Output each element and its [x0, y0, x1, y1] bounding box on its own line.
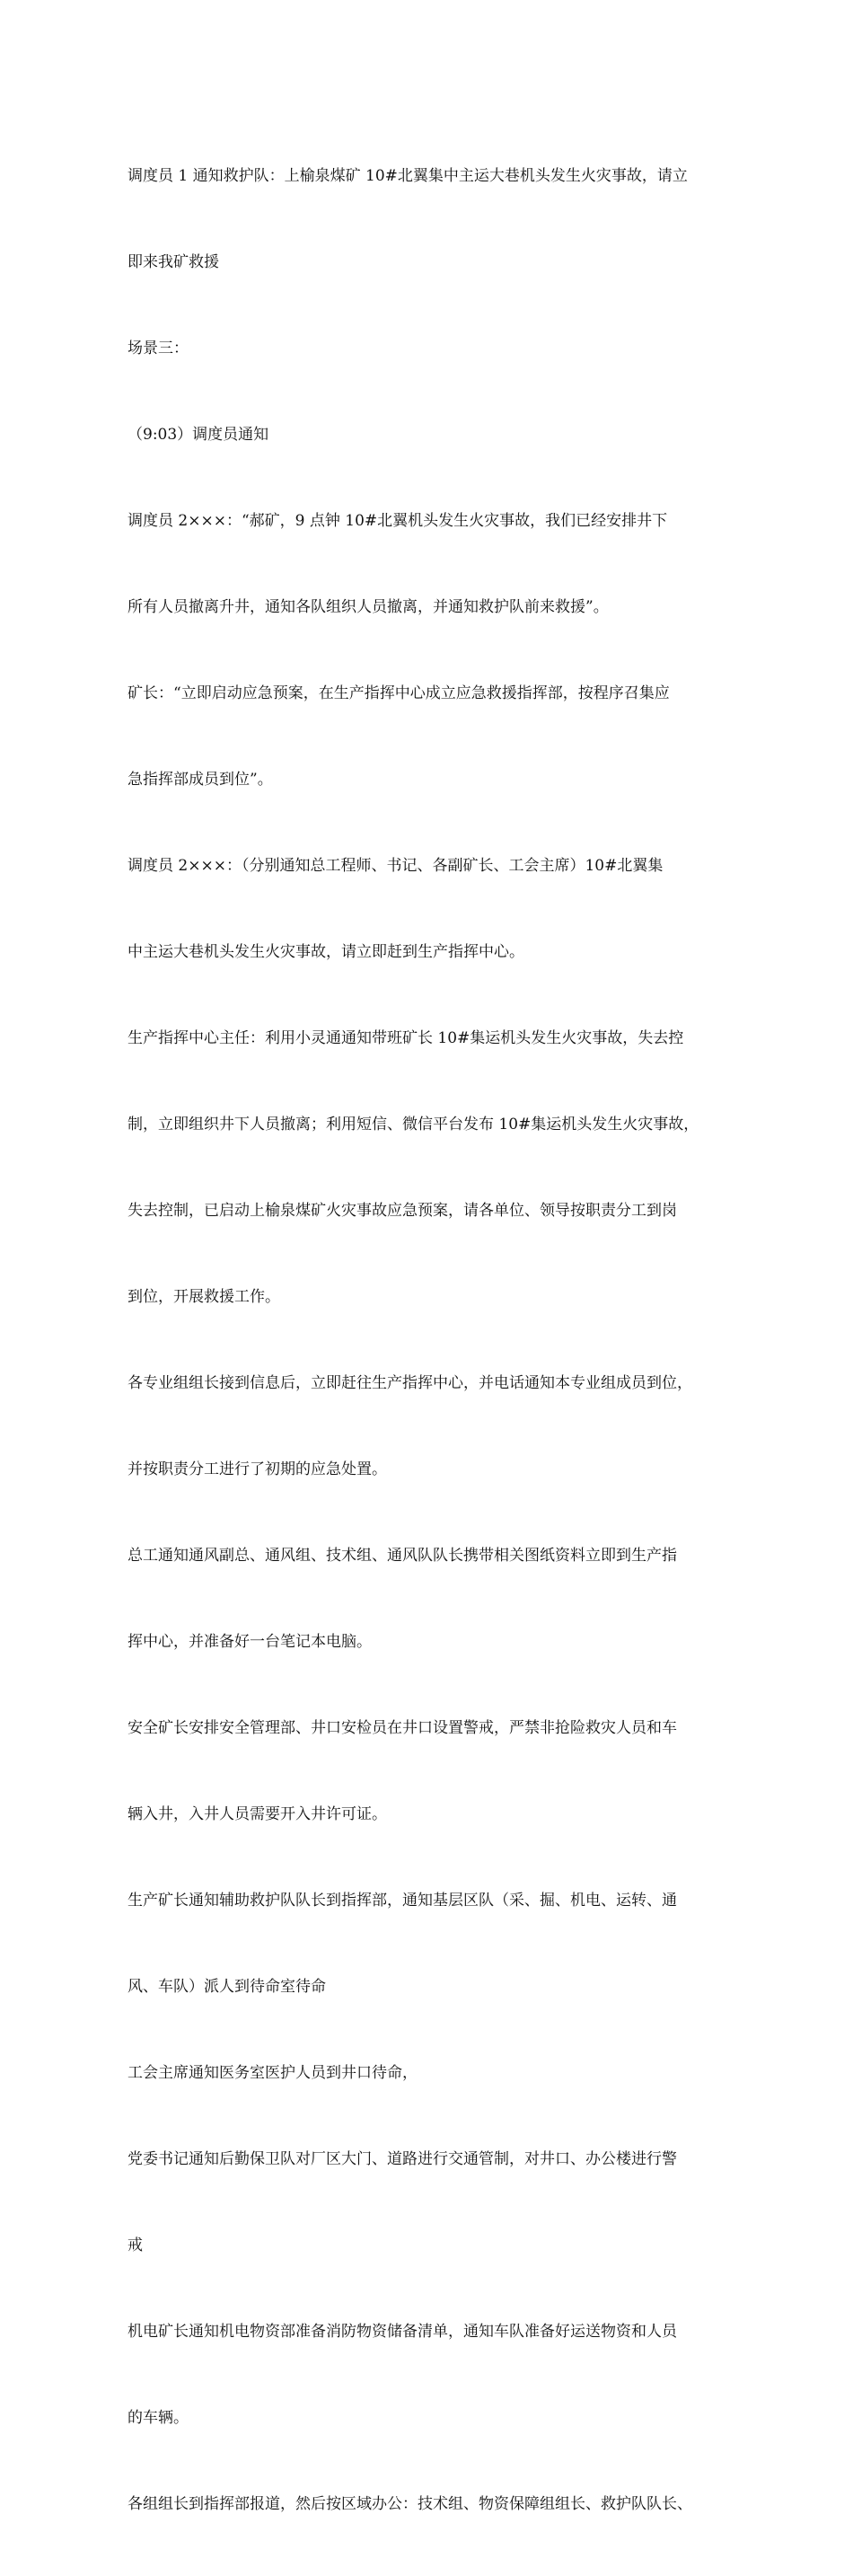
time-heading: （9:03）调度员通知 — [128, 426, 269, 444]
text-line: 总工通知通风副总、通风组、技术组、通风队队长携带相关图纸资料立即到生产指 — [128, 1547, 677, 1565]
document-page — [128, 104, 738, 2576]
text-line: 各专业组组长接到信息后，立即赶往生产指挥中心，并电话通知本专业组成员到位， — [128, 1374, 692, 1392]
text-line: 安全矿长安排安全管理部、井口安检员在井口设置警戒，严禁非抢险救灾人员和车 — [128, 1719, 677, 1737]
text-line: 制，立即组织井下人员撤离；利用短信、微信平台发布 10#集运机头发生火灾事故， — [128, 1116, 699, 1134]
text-line: 机电矿长通知机电物资部准备消防物资储备清单，通知车队准备好运送物资和人员 — [128, 2323, 677, 2341]
text-line: 戒 — [128, 2236, 143, 2254]
text-line: 党委书记通知后勤保卫队对厂区大门、道路进行交通管制，对井口、办公楼进行警 — [128, 2150, 677, 2168]
text-line: 工会主席通知医务室医护人员到井口待命， — [128, 2064, 418, 2082]
text-line: 矿长：“立即启动应急预案，在生产指挥中心成立应急救援指挥部，按程序召集应 — [128, 684, 670, 702]
text-line: 挥中心，并准备好一台笔记本电脑。 — [128, 1633, 372, 1651]
text-line: 并按职责分工进行了初期的应急处置。 — [128, 1460, 387, 1478]
text-line: 急指挥部成员到位”。 — [128, 771, 273, 789]
text-line: 各组组长到指挥部报道，然后按区域办公：技术组、物资保障组组长、救护队队长、 — [128, 2495, 692, 2513]
text-line: 生产矿长通知辅助救护队队长到指挥部，通知基层区队（采、掘、机电、运转、通 — [128, 1892, 677, 1910]
text-line: 失去控制，已启动上榆泉煤矿火灾事故应急预案，请各单位、领导按职责分工到岗 — [128, 1202, 677, 1220]
document-body — [128, 104, 738, 2576]
text-line: 调度员 1 通知救护队：上榆泉煤矿 10#北翼集中主运大巷机头发生火灾事故，请立 — [128, 167, 688, 185]
text-line: 风、车队）派人到待命室待命 — [128, 1978, 326, 1996]
text-line: 即来我矿救援 — [128, 253, 219, 271]
text-line: 生产指挥中心主任：利用小灵通通知带班矿长 10#集运机头发生火灾事故，失去控 — [128, 1029, 684, 1047]
text-line: 到位，开展救援工作。 — [128, 1288, 280, 1306]
text-line: 辆入井，入井人员需要开入井许可证。 — [128, 1805, 387, 1823]
text-line: 调度员 2×××：（分别通知总工程师、书记、各副矿长、工会主席）10#北翼集 — [128, 857, 664, 875]
text-line: 的车辆。 — [128, 2409, 189, 2427]
text-line: 所有人员撤离升井，通知各队组织人员撤离，并通知救护队前来救援”。 — [128, 598, 609, 616]
text-line: 调度员 2×××：“郝矿，9 点钟 10#北翼机头发生火灾事故，我们已经安排井下 — [128, 512, 668, 530]
text-line: 中主运大巷机头发生火灾事故，请立即赶到生产指挥中心。 — [128, 943, 524, 961]
scene-heading: 场景三： — [128, 340, 189, 357]
